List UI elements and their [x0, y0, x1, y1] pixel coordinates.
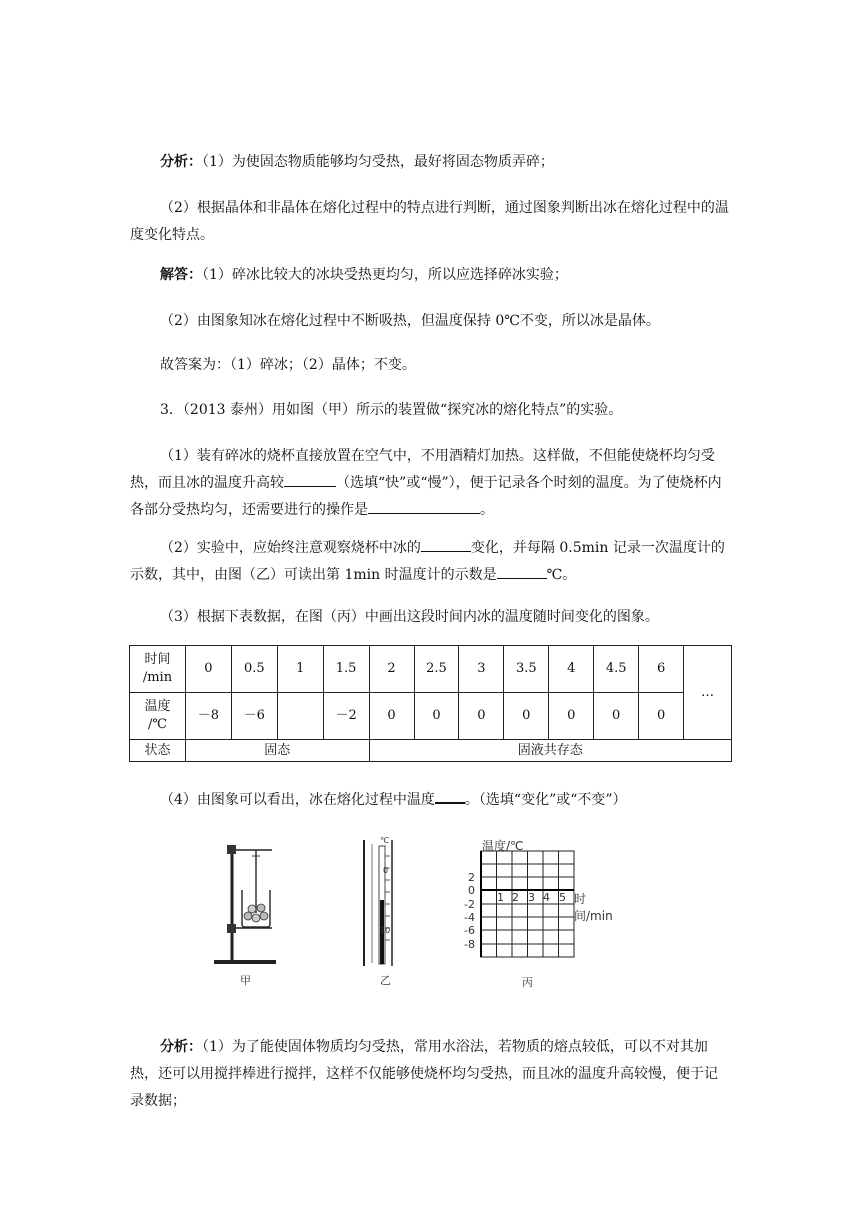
analysis-1-line-1: 分析：（1）为使固态物质能够均匀受热，最好将固态物质弄碎； [160, 154, 554, 170]
question-3-part-3: （3）根据下表数据，在图（丙）中画出这段时间内冰的温度随时间变化的图象。 [160, 609, 659, 625]
table-cell: 1 [277, 646, 323, 693]
table-cell: 3 [459, 646, 504, 693]
table-cell: －8 [185, 693, 231, 740]
answer-blank-speed [284, 486, 336, 487]
graph-x-tick: 1 [497, 891, 504, 904]
table-cell [277, 693, 323, 740]
data-table [129, 645, 732, 762]
question-3-part-1: （1）装有碎冰的烧杯直接放置在空气中，不用酒精灯加热。这样做，不但能使烧杯均匀受热，而且冰的温度升高较 （选填“快”或“慢”），便于记录各个时刻的温度。为了使烧杯内各部分受热均匀，还需要进行的操作是 。 [130, 448, 722, 518]
figures-area [210, 828, 620, 990]
graph-x-tick: 4 [543, 891, 550, 904]
table-row-temperature [130, 693, 732, 740]
thermometer-mark-10: 10 [380, 926, 391, 935]
question-3-title: 3．（2013 泰州）用如图（甲）所示的装置做“探究冰的熔化特点”的实验。 [160, 402, 623, 418]
table-cell: 0 [185, 646, 231, 693]
graph-y-tick: -8 [464, 938, 475, 951]
state-mixed: 固液共存态 [369, 740, 731, 762]
table-cell: 3.5 [504, 646, 549, 693]
graph-x-axis-label: 时间/min [574, 892, 613, 923]
beaker-stand-figure [210, 838, 280, 968]
table-row-state [130, 740, 732, 762]
thermometer-unit: ℃ [380, 836, 389, 845]
table-cell: 2 [369, 646, 414, 693]
figure-label-yi: 乙 [380, 974, 391, 987]
graph-y-axis-label: 温度/℃ [482, 839, 524, 853]
answer-blank-observe [421, 551, 471, 552]
analysis-2-label: 分析： [160, 1039, 202, 1055]
state-header: 状态 [130, 740, 186, 762]
table-cell: 0 [369, 693, 414, 740]
answer-label: 解答： [160, 267, 202, 283]
answer-1-line-2: （2）由图象知冰在熔化过程中不断吸热，但温度保持 0℃不变，所以冰是晶体。 [160, 313, 660, 329]
table-cell: 0 [414, 693, 459, 740]
graph-y-tick: -4 [464, 911, 475, 924]
table-cell: 0 [504, 693, 549, 740]
answer-1-line-1: 解答：（1）碎冰比较大的冰块受热更均匀，所以应选择碎冰实验； [160, 267, 568, 283]
table-cell: 1.5 [323, 646, 369, 693]
table-cell: 4 [549, 646, 594, 693]
answer-blank-temperature [435, 802, 465, 804]
table-cell: 0 [549, 693, 594, 740]
graph-x-tick: 2 [512, 891, 519, 904]
analysis-2: 分析：（1）为了能使固体物质均匀受热，常用水浴法，若物质的熔点较低，可以不对其加热，还可以用搅拌棒进行搅拌，这样不仅能够使烧杯均匀受热，而且冰的温度升高较慢，便于记录数据； [130, 1039, 718, 1109]
graph-x-tick: 3 [528, 891, 535, 904]
question-3-part-2: （2）实验中，应始终注意观察烧杯中冰的 变化，并每隔 0.5min 记录一次温度计的示数，其中，由图（乙）可读出第 1min 时温度计的示数是 ℃。 [130, 540, 725, 583]
graph-y-tick: -6 [464, 924, 475, 937]
temperature-header: 温度 /℃ [130, 693, 186, 740]
table-row-time [130, 646, 732, 693]
answer-1-final: 故答案为：（1）碎冰；（2）晶体；不变。 [160, 357, 416, 373]
graph-y-tick: -2 [464, 898, 475, 911]
state-solid: 固态 [185, 740, 369, 762]
table-cell: 0 [639, 693, 684, 740]
table-ellipsis: … [684, 646, 732, 740]
temperature-graph-grid [480, 850, 576, 960]
graph-x-tick: 5 [559, 891, 566, 904]
figure-label-jia: 甲 [240, 974, 251, 987]
table-cell: 0.5 [231, 646, 277, 693]
figure-label-bing: 丙 [522, 976, 533, 989]
table-cell: 0 [459, 693, 504, 740]
table-cell: －2 [323, 693, 369, 740]
analysis-1-line-2: （2）根据晶体和非晶体在熔化过程中的特点进行判断，通过图象判断出冰在熔化过程中的温度变化特点。 [130, 200, 729, 243]
table-cell: 6 [639, 646, 684, 693]
time-header: 时间 /min [130, 646, 186, 693]
graph-y-tick: 2 [468, 871, 475, 884]
question-3-part-4: （4）由图象可以看出，冰在熔化过程中温度 。（选填“变化”或“不变”） [160, 792, 627, 808]
analysis-label: 分析： [160, 154, 202, 170]
answer-blank-reading [497, 578, 547, 579]
table-cell: 2.5 [414, 646, 459, 693]
thermometer-figure [360, 838, 410, 968]
table-cell: 0 [594, 693, 639, 740]
table-cell: 4.5 [594, 646, 639, 693]
thermometer-mark-0: 0 [383, 866, 389, 875]
answer-blank-operation [368, 513, 480, 514]
table-cell: －6 [231, 693, 277, 740]
graph-y-tick: 0 [468, 884, 475, 897]
